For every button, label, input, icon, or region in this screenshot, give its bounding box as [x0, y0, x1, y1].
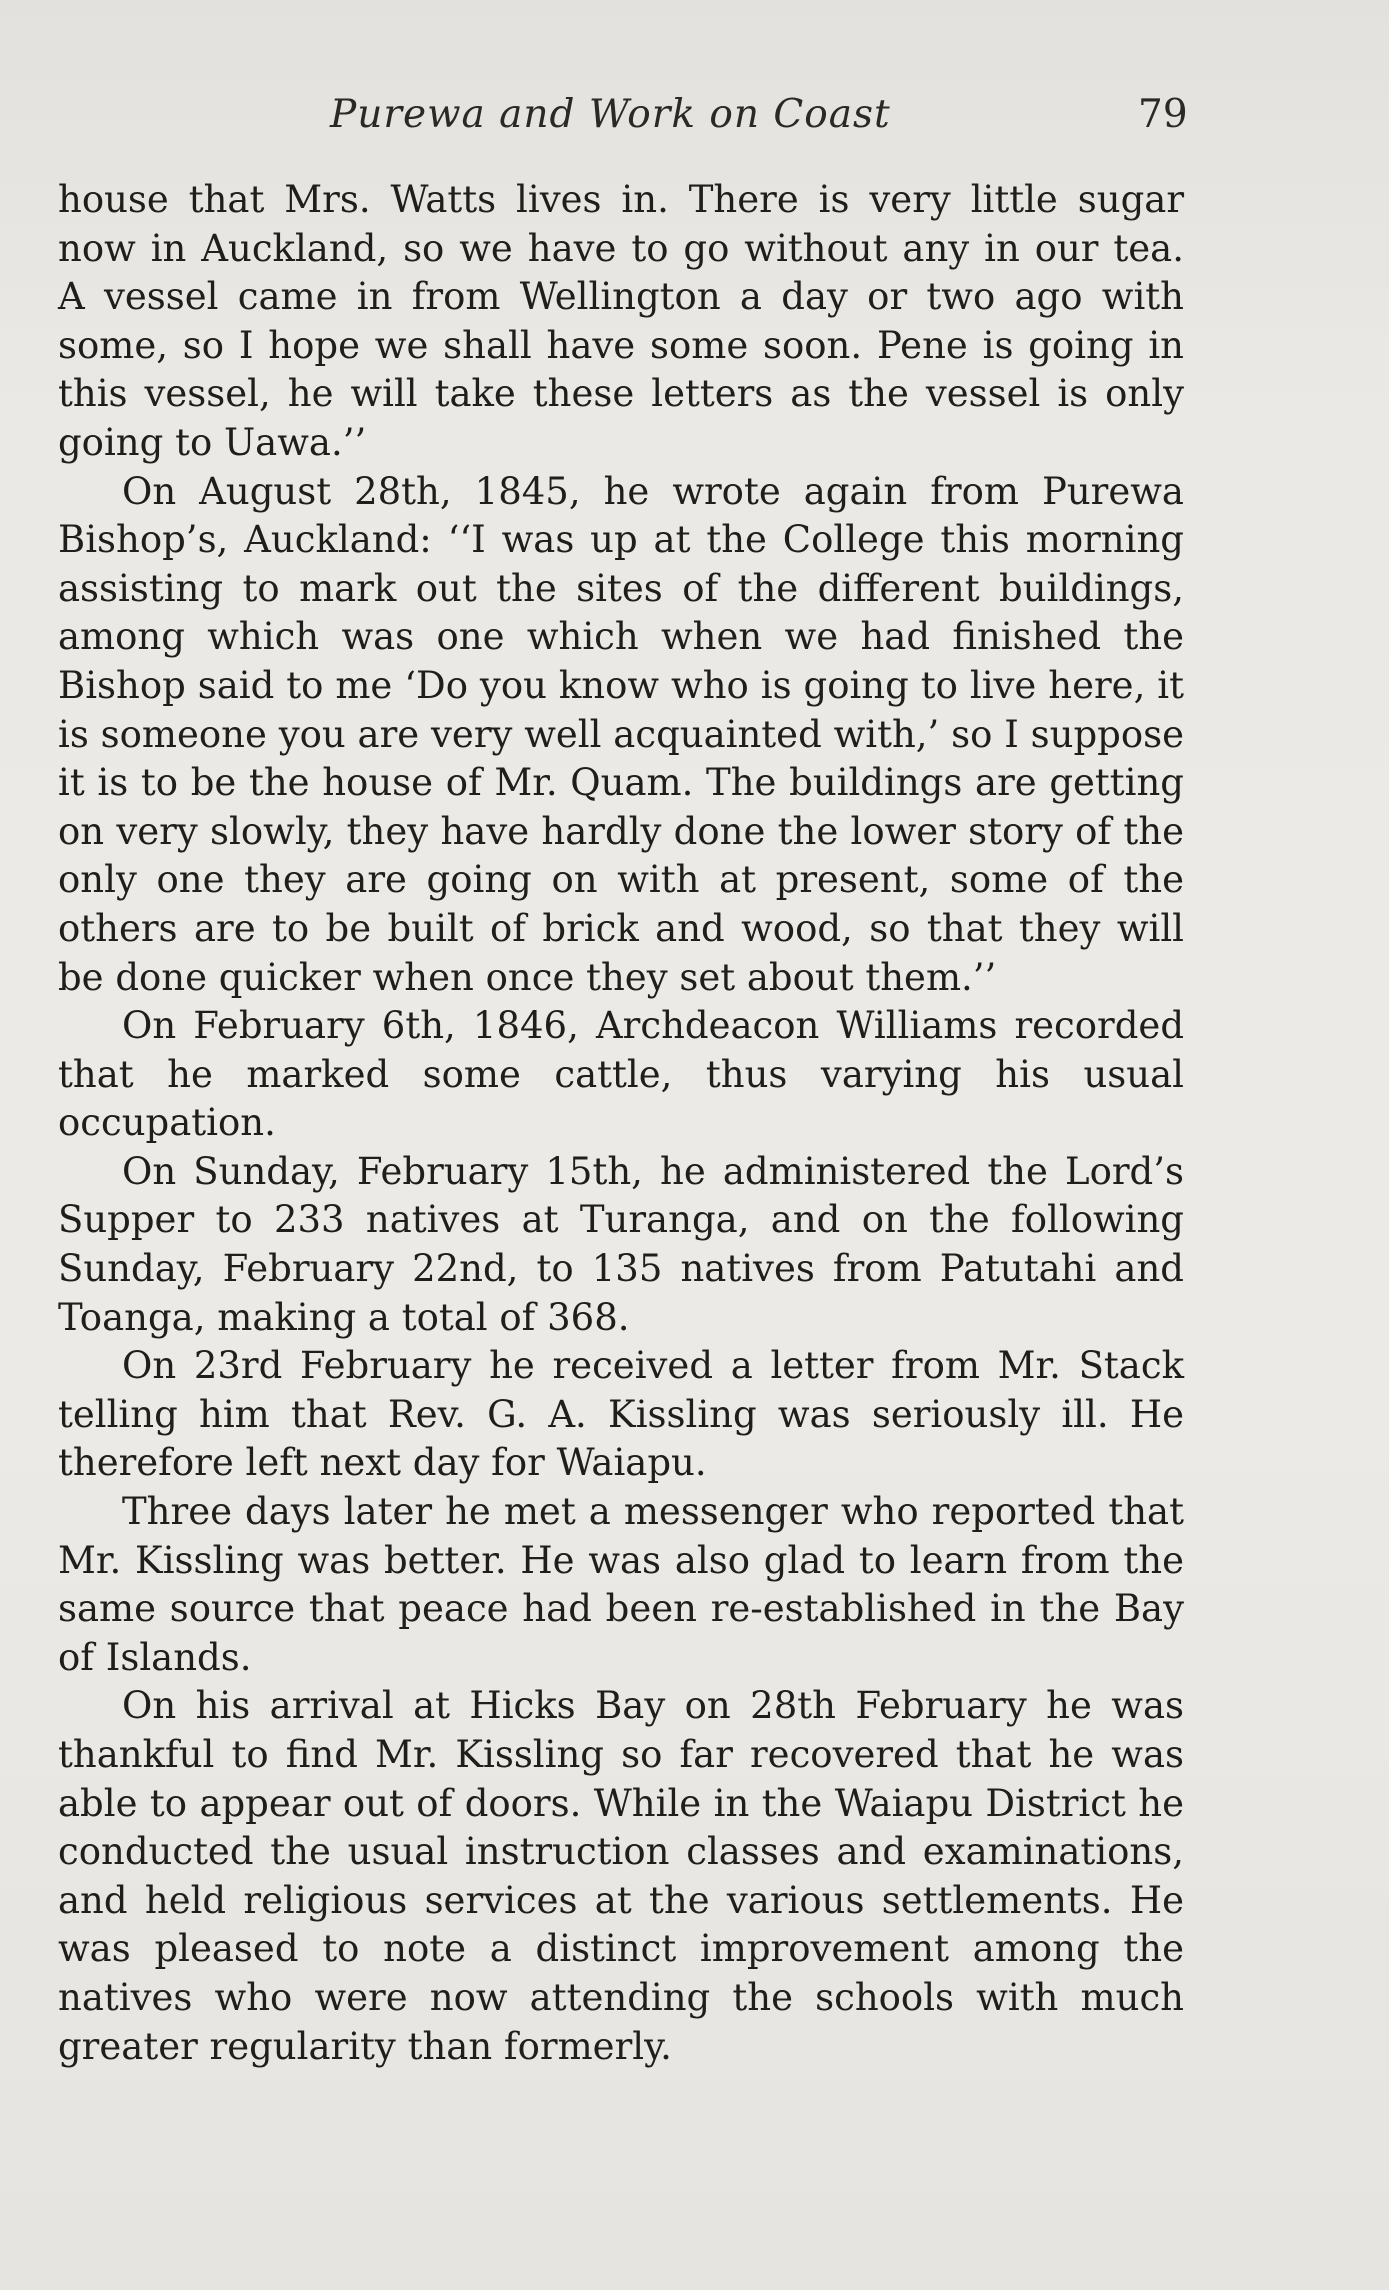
paragraph-lords-supper: On Sunday, February 15th, he administered the Lord’s Supper to 233 natives at Turanga, and on the following Sunday, February 22nd, to 135 natives from Patutahi and Toanga, making a total of 368. — [58, 1149, 1184, 1339]
body-text — [58, 176, 1184, 2071]
page-number: 79 — [1138, 92, 1188, 137]
paragraph-stack-letter: On 23rd February he received a letter from Mr. Stack telling him that Rev. G. A. Kissling was seriously ill. He therefore left next day for Waiapu. — [58, 1344, 1184, 1485]
running-head — [0, 92, 1389, 152]
paragraph-february-6: On February 6th, 1846, Archdeacon Williams recorded that he marked some cattle, thus varying his usual occupation. — [58, 1004, 1184, 1145]
running-title: Purewa and Work on Coast — [330, 92, 891, 137]
paragraph-august-letter: On August 28th, 1845, he wrote again from Purewa Bishop’s, Auckland: ‘‘I was up at the College this morning assisting to mark out the sites of the different buildings, among which was one which when we had finished the Bishop said to me ‘Do you know who is going to live here, it is someone you are very well acquainted with,’ so I suppose it is to be the house of Mr. Quam. The buildings are getting on very slowly, they have hardly done the lower story of the only one they are going on with at present, some of the others are to be built of brick and wood, so that they will be done quicker when once they set about them.’’ — [58, 469, 1184, 999]
paragraph-messenger: Three days later he met a messenger who reported that Mr. Kissling was better. He was also glad to learn from the same source that peace had been re-established in the Bay of Islands. — [58, 1490, 1184, 1679]
paragraph-continued: house that Mrs. Watts lives in. There is very little sugar now in Auckland, so we have to go without any in our tea. A vessel came in from Wellington a day or two ago with some, so I hope we shall have some soon. Pene is going in this vessel, he will take these letters as the vessel is only going to Uawa.’’ — [58, 178, 1184, 464]
paragraph-hicks-bay: On his arrival at Hicks Bay on 28th February he was thankful to find Mr. Kissling so far recovered that he was able to appear out of doors. While in the Waiapu District he conducted the usual instruction classes and examinations, and held religious services at the various settlements. He was pleased to note a distinct improvement among the natives who were now attending the schools with much greater regularity than formerly. — [58, 1684, 1184, 2068]
